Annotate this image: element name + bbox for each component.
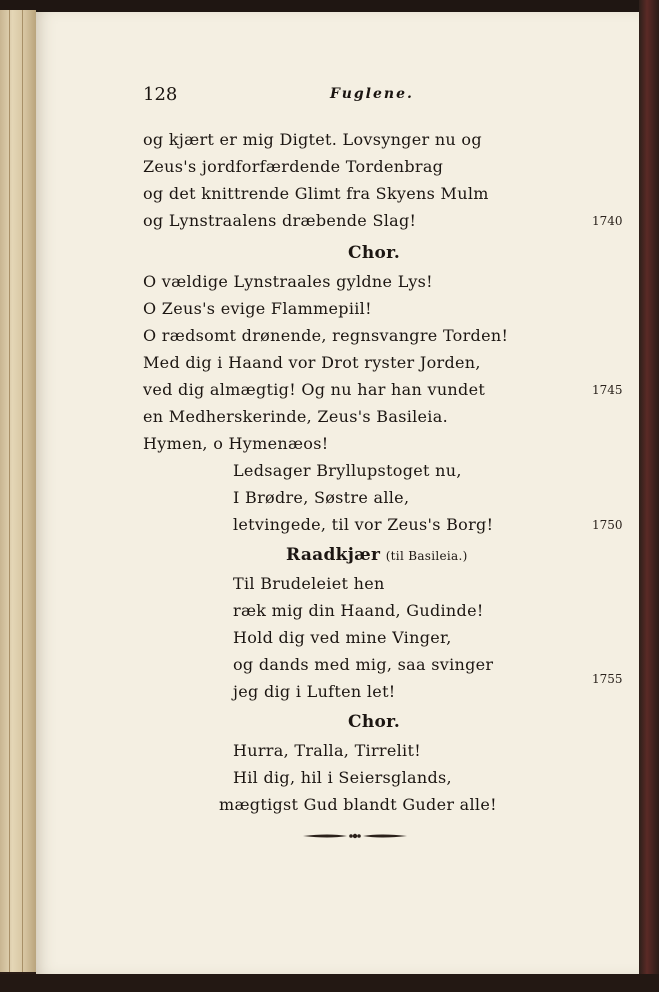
running-title: Fuglene. xyxy=(330,86,414,102)
verse-line: I Brødre, Søstre alle, xyxy=(233,488,410,507)
verse-line: Hurra, Tralla, Tirrelit! xyxy=(233,741,421,760)
verse-line: O Zeus's evige Flammepiil! xyxy=(143,299,372,318)
verse-line: Hymen, o Hymenæos! xyxy=(143,434,329,453)
book-gutter xyxy=(0,10,36,972)
verse-line: O vældige Lynstraales gyldne Lys! xyxy=(143,272,433,291)
verse-line: Til Brudeleiet hen xyxy=(233,574,385,593)
verse-line: og kjært er mig Digtet. Lovsynger nu og xyxy=(143,130,482,149)
top-book-edge xyxy=(0,0,659,12)
verse-line: mægtigst Gud blandt Guder alle! xyxy=(219,795,497,814)
verse-line: letvingede, til vor Zeus's Borg! xyxy=(233,515,494,534)
page-edge xyxy=(639,0,659,992)
page-number: 128 xyxy=(143,84,178,105)
line-number: 1745 xyxy=(592,383,623,397)
line-number: 1740 xyxy=(592,214,623,228)
speaker-heading: Chor. xyxy=(348,712,401,732)
verse-line: Ledsager Bryllupstoget nu, xyxy=(233,461,462,480)
line-number: 1750 xyxy=(592,518,623,532)
gutter-line xyxy=(9,10,10,972)
verse-line: ræk mig din Haand, Gudinde! xyxy=(233,601,484,620)
bottom-book-edge xyxy=(0,974,659,992)
stage-direction: (til Basileia.) xyxy=(385,549,468,563)
verse-line: og Lynstraalens dræbende Slag! xyxy=(143,211,417,230)
gutter-line xyxy=(22,10,23,972)
verse-line: Med dig i Haand vor Drot ryster Jorden, xyxy=(143,353,481,372)
verse-line: jeg dig i Luften let! xyxy=(233,682,396,701)
line-number: 1755 xyxy=(592,672,623,686)
verse-line: Zeus's jordforfærdende Tordenbrag xyxy=(143,157,444,176)
verse-line: og det knittrende Glimt fra Skyens Mulm xyxy=(143,184,489,203)
verse-line: Hold dig ved mine Vinger, xyxy=(233,628,452,647)
speaker-heading xyxy=(286,545,468,565)
verse-line: O rædsomt drønende, regnsvangre Torden! xyxy=(143,326,509,345)
verse-line: og dands med mig, saa svinger xyxy=(233,655,494,674)
verse-line: Hil dig, hil i Seiersglands, xyxy=(233,768,452,787)
verse-line: en Medherskerinde, Zeus's Basileia. xyxy=(143,407,448,426)
speaker-heading: Chor. xyxy=(348,243,401,263)
verse-line: ved dig almægtig! Og nu har han vundet xyxy=(143,380,486,399)
speaker-name: Raadkjær xyxy=(286,545,381,565)
tailpiece-ornament xyxy=(303,831,407,841)
